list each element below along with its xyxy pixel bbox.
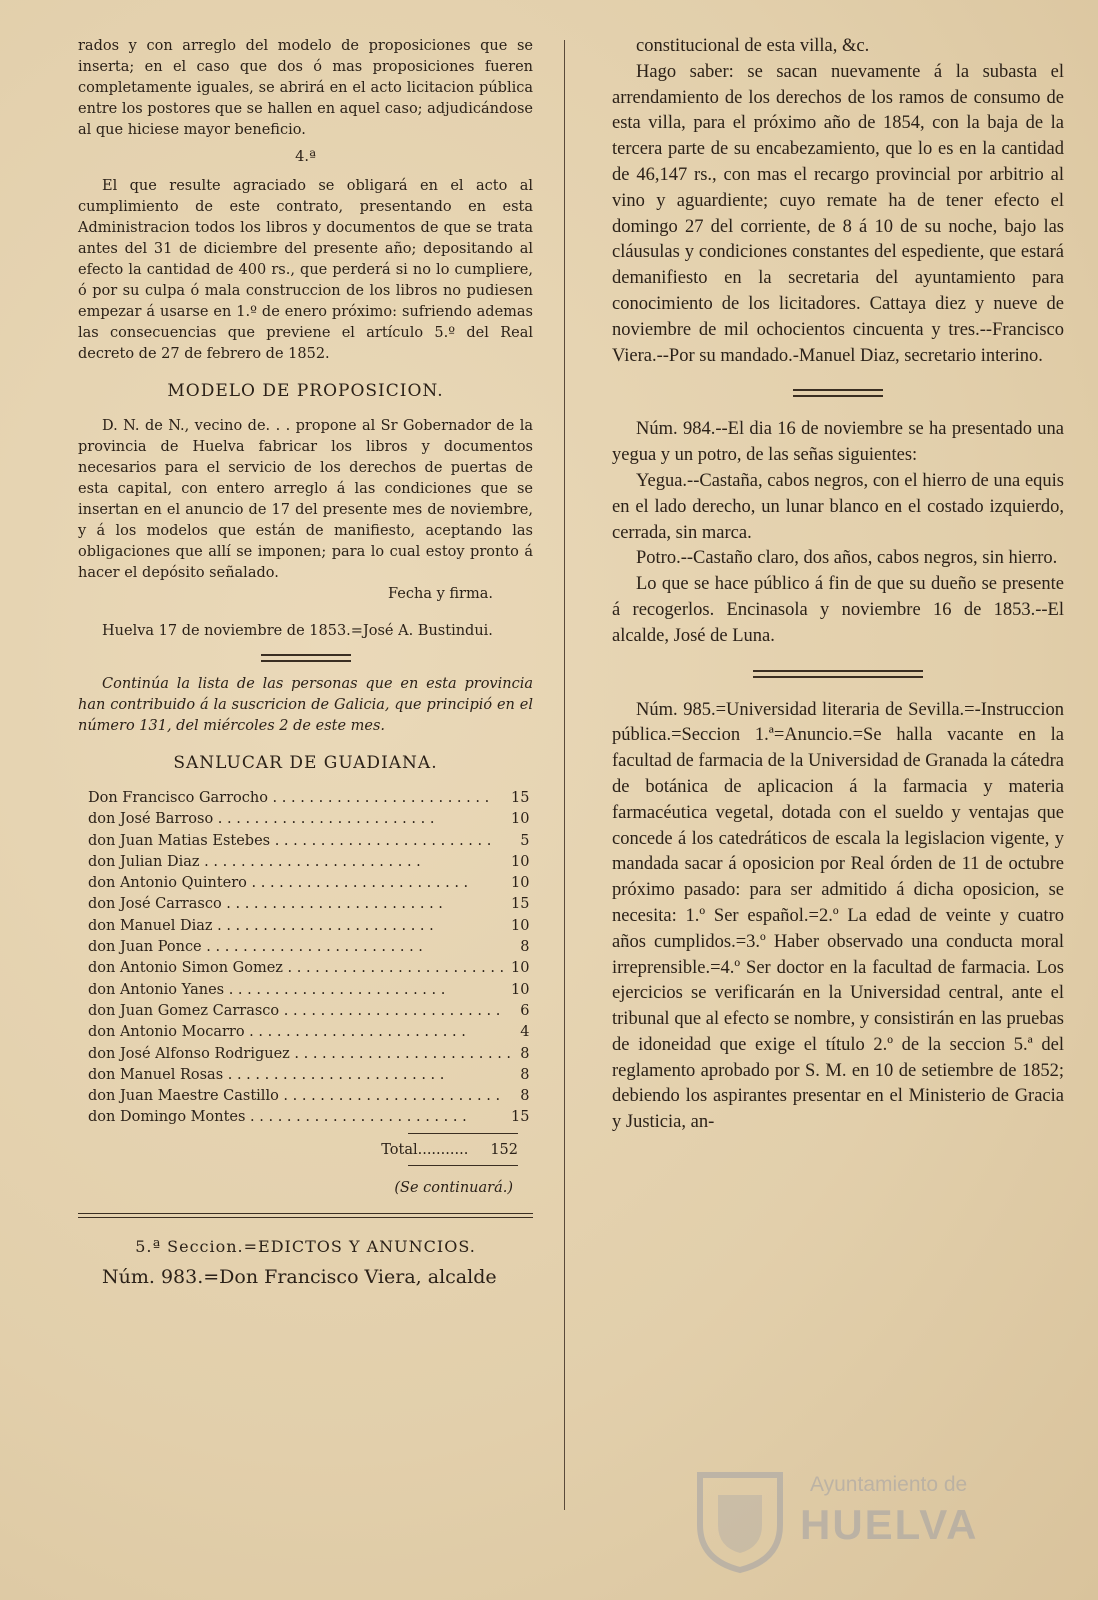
contributor-row — [88, 788, 530, 809]
contributor-amount: 10 — [511, 981, 530, 998]
contributor-row — [88, 1065, 530, 1086]
contributor-amount: 5 — [520, 832, 530, 849]
num984-close: Lo que se hace público á fin de que su dueño se presente á recogerlos. Encinasola y noviembre 16 de 1853.--El alcalde, José de Luna. — [612, 574, 1064, 646]
num985-text: Núm. 985.=Universidad literaria de Sevilla.=-Instruccion pública.=Seccion 1.ª=Anuncio.=Se halla vacante en la facultad de farmacia de la Universidad de Granada la cátedra de botánica de aplicacion á la farmacia y materia farmacéutica vegetal, dotada con el sueldo y ventajas que concede á los catedráticos de escala la legislacion vigente, y mandada sacar á oposicion por Real órden de 11 de octubre próximo pasado: para ser admitido á dicha oposicion, se necesita: 1.º Ser español.=2.º La edad de veinte y cuatro años cumplidos.=3.º Haber observado una conducta moral irreprensible.=4.º Ser doctor en la facultad de farmacia. Los ejercicios se verificarán en la Universidad central, ante el tribunal que al efecto se nombre, y consistirán en las pruebas de idoneidad que exige el título 2.º de la seccion 5.ª del reglamento aprobado por S. M. en 10 de setiembre de 1852; debiendo los aspirantes presentar en el Ministerio de Gracia y Justicia, an- — [612, 699, 1064, 1133]
contributor-row — [88, 852, 530, 873]
contributor-row — [88, 894, 530, 915]
contributor-name: Don Francisco Garrocho . . . — [88, 788, 511, 809]
contributor-row — [88, 958, 530, 979]
contributor-name: don Antonio Simon Gomez . . . — [88, 958, 511, 979]
total-label: Total........... — [381, 1141, 469, 1158]
contributor-row — [88, 809, 530, 830]
contributor-row — [88, 1001, 530, 1022]
watermark-line1: Ayuntamiento de — [810, 1473, 968, 1496]
signoff: Huelva 17 de noviembre de 1853.=José A. Bustindui. — [102, 623, 493, 639]
contributor-name: don Juan Gomez Carrasco . . . — [88, 1001, 511, 1022]
double-rule — [261, 654, 351, 662]
contributor-amount: 10 — [511, 917, 530, 934]
contributor-amount: 10 — [511, 875, 530, 892]
contributor-name: don José Alfonso Rodriguez . . . — [88, 1044, 511, 1065]
seal-icon — [690, 1465, 790, 1575]
total-value: 152 — [490, 1141, 518, 1158]
fecha-firma: Fecha y firma. — [388, 586, 493, 602]
contributor-row — [88, 1044, 530, 1065]
double-rule-right-2 — [753, 670, 923, 678]
watermark-line2: HUELVA — [800, 1501, 979, 1548]
num983-text: Núm. 983.=Don Francisco Viera, alcalde — [102, 1265, 497, 1288]
contributor-name: don Manuel Diaz . . . — [88, 916, 511, 937]
town-heading: SANLUCAR DE GUADIANA. — [173, 753, 438, 773]
contributor-row — [88, 831, 530, 852]
total-rule-bottom — [408, 1165, 518, 1166]
section-4-label: 4.ª — [295, 149, 316, 165]
contributor-row — [88, 937, 530, 958]
contributor-row — [88, 916, 530, 937]
contributor-row — [88, 873, 530, 894]
contributor-amount: 8 — [520, 1066, 530, 1083]
continued-note: (Se continuará.) — [394, 1179, 513, 1196]
contributor-name: don Julian Diaz . . . — [88, 852, 511, 873]
yegua-text: Yegua.--Castaña, cabos negros, con el hierro de una equis en el lado derecho, un lunar blanco en el costado izquierdo, cerrada, sin marca. — [612, 470, 1064, 543]
contributor-amount: 10 — [511, 853, 530, 870]
contributor-row — [88, 1086, 530, 1107]
model-text: D. N. de N., vecino de. . . propone al Sr Gobernador de la provincia de Huelva fabricar los libros y documentos necesarios para el servicio de los derechos de puertas de esta capital, con entero arreglo á las condiciones que se insertan en el anuncio de 17 del presente mes de noviembre, y á los modelos que están de manifiesto, aceptando las obligaciones que allí se imponen; para lo cual estoy pronto á hacer el depósito señalado. — [78, 418, 533, 581]
contributor-amount: 15 — [511, 790, 530, 806]
intro-paragraph: rados y con arreglo del modelo de proposiciones que se inserta; en el caso que dos ó mas proposiciones fueren completamente iguales, se abrirá en el acto licitacion pública entre los postores que se hallen en aquel caso; adjudicándose al que hiciese mayor beneficio. — [78, 38, 533, 138]
right-column — [612, 34, 1064, 1136]
section5-heading: 5.ª Seccion.=EDICTOS Y ANUNCIOS. — [135, 1236, 476, 1256]
ayuntamiento-watermark — [690, 1465, 1010, 1575]
contributor-row — [88, 1022, 530, 1043]
contributor-name: don Juan Maestre Castillo . . . — [88, 1086, 511, 1107]
continua-text: Continúa la lista de las personas que en esta provincia han contribuido á la suscricion de Galicia, que principió en el número 131, del miércoles 2 de este mes. — [78, 676, 533, 734]
contributor-row — [88, 980, 530, 1001]
right-p2: Hago saber: se sacan nuevamente á la subasta el arrendamiento de los derechos de los ramos de consumo de esta villa, para el próximo año de 1854, con la baja de la tercera parte de su encabezamiento, que lo es en la cantidad de 46,147 rs., con mas el recargo provincial por arbitrio al vino y aguardiente; cuyo remate ha de tener efecto el domingo 27 del corriente, de 8 á 10 de su noche, bajo las cláusulas y condiciones constantes del espediente, que estará demanifiesto en la secretaria del ayuntamiento para conocimiento de los licitadores. Cattaya diez y nueve de noviembre de mil ochocientos cincuenta y tres.--Francisco Viera.--Por su mandado.-Manuel Diaz, secretario interino. — [612, 61, 1064, 366]
total-rule — [408, 1133, 518, 1134]
contributor-name: don Domingo Montes . . . — [88, 1107, 511, 1128]
contributor-amount: 4 — [520, 1024, 530, 1041]
contributor-name: don Manuel Rosas . . . — [88, 1065, 511, 1086]
right-p1: constitucional de esta villa, &c. — [636, 36, 870, 56]
contributor-name: don José Barroso . . . — [88, 809, 511, 830]
contributor-amount: 10 — [511, 960, 530, 977]
contributor-amount: 10 — [511, 811, 530, 828]
double-rule-right-1 — [793, 389, 883, 397]
contributor-amount: 6 — [520, 1002, 530, 1019]
num984-intro: Núm. 984.--El dia 16 de noviembre se ha presentado una yegua y un potro, de las señas siguientes: — [612, 419, 1064, 466]
contributor-row — [88, 1107, 530, 1128]
contributors-table — [88, 788, 530, 1129]
section-rule — [78, 1213, 533, 1218]
contributor-name: don Juan Matias Estebes . . . — [88, 831, 511, 852]
section-4-text: El que resulte agraciado se obligará en el acto al cumplimiento de este contrato, presentando en esta Administracion todos los libros y documentos de que se trata antes del 31 de diciembre del presente año; depositando al efecto la cantidad de 400 rs., que perderá si no lo cumpliere, ó por su culpa ó mala construccion de los libros no pudiesen empezar á usarse en 1.º de enero próximo: sufriendo ademas las consecuencias que previene el artículo 5.º del Real decreto de 27 de febrero de 1852. — [78, 178, 533, 362]
contributor-name: don Juan Ponce . . . — [88, 937, 511, 958]
contributor-name: don José Carrasco . . . — [88, 894, 511, 915]
contributor-amount: 15 — [511, 1109, 530, 1126]
contributor-amount: 8 — [520, 1088, 530, 1105]
column-divider — [564, 40, 565, 1510]
contributor-name: don Antonio Mocarro . . . — [88, 1022, 511, 1043]
model-heading: MODELO DE PROPOSICION. — [167, 381, 444, 401]
potro-text: Potro.--Castaño claro, dos años, cabos negros, sin hierro. — [636, 548, 1058, 569]
left-column — [78, 36, 533, 1288]
contributor-amount: 8 — [520, 939, 530, 956]
contributor-name: don Antonio Quintero . . . — [88, 873, 511, 894]
contributor-amount: 15 — [511, 896, 530, 913]
contributor-amount: 8 — [520, 1045, 530, 1062]
contributor-name: don Antonio Yanes . . . — [88, 980, 511, 1001]
total-row — [78, 1140, 518, 1161]
